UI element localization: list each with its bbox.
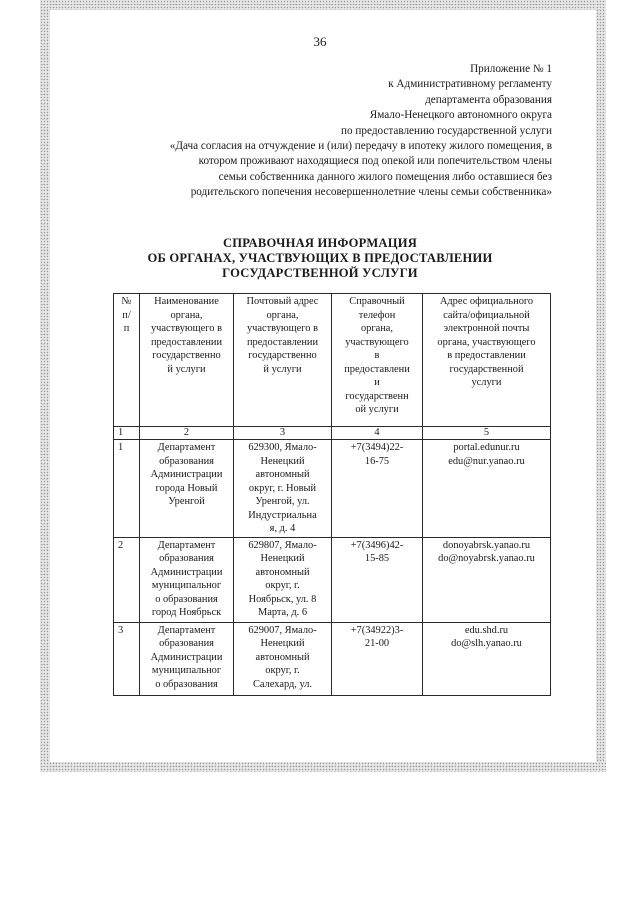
cell-text-line: муниципальног	[151, 665, 222, 676]
table-header-row	[114, 294, 551, 427]
appendix-line: департамента образования	[425, 93, 552, 106]
cell-text-line: органа, участвующего	[437, 336, 536, 348]
cell-text-line: 21-00	[364, 638, 390, 649]
cell-text-line: й услуги	[167, 363, 206, 375]
header-cell-phone	[332, 294, 423, 427]
cell-text-line: услуги	[471, 377, 502, 388]
cell-text-line: государственн	[345, 390, 409, 402]
appendix-line: родительского попечения несовершеннолетние члены семьи собственника»	[190, 186, 552, 199]
cell-text-line: муниципальног	[151, 580, 222, 591]
appendix-line: котором проживают находящиеся под опекой или попечительством члены	[198, 155, 552, 168]
cell-text-line: Ненецкий	[260, 638, 305, 649]
cell-text-line: образования	[159, 455, 214, 467]
cell-text-line: Адрес официального	[439, 296, 534, 307]
cell-text-line: Салехард, ул.	[252, 678, 313, 690]
header-cell-address	[234, 294, 332, 427]
row-number: 2	[114, 537, 140, 622]
cell-text-line: образования	[159, 638, 214, 649]
cell-text-line: государственно	[152, 350, 221, 361]
agency-web	[423, 440, 551, 538]
appendix-block	[82, 62, 552, 201]
cell-text-line: город Ноябрьск	[151, 607, 222, 618]
cell-text-line: органа,	[170, 309, 203, 321]
cell-text-line: Ненецкий	[260, 455, 305, 467]
column-number: 5	[423, 427, 551, 440]
cell-text-line: edu.shd.ru	[464, 624, 509, 636]
appendix-line: «Дача согласия на отчуждение и (или) передачу в ипотеку жилого помещения, в	[169, 140, 552, 153]
scan-border-left	[40, 0, 50, 772]
agency-phone	[332, 537, 423, 622]
appendix-line: семьи собственника данного жилого помещения либо оставшиеся без	[218, 170, 552, 183]
cell-text-line: Департамент	[157, 539, 216, 551]
header-cell-number	[114, 294, 140, 427]
cell-text-line: 16-75	[364, 455, 390, 467]
cell-text-line: органа,	[360, 323, 394, 334]
cell-text-line: государственной	[449, 363, 524, 375]
cell-text-line: +7(34922)3-	[350, 624, 404, 636]
cell-text-line: предоставлении	[150, 336, 223, 348]
agency-phone	[332, 440, 423, 538]
column-number: 3	[234, 427, 332, 440]
page-number: 36	[313, 34, 327, 49]
appendix-line: по предоставлению государственной услуги	[341, 124, 552, 137]
cell-text-line: Уренгой	[168, 496, 205, 507]
cell-text-line: о образования	[155, 593, 218, 605]
cell-text-line: +7(3494)22-	[350, 442, 404, 453]
cell-text-line: в предоставлении	[447, 350, 526, 361]
cell-text-line: Департамент	[157, 442, 216, 453]
cell-text-line: автономный	[255, 566, 310, 578]
cell-text-line: о образования	[155, 678, 218, 690]
cell-text-line: предоставлени	[344, 363, 410, 375]
table-row	[114, 440, 551, 538]
cell-text-line: +7(3496)42-	[350, 539, 404, 551]
agency-name	[140, 622, 234, 695]
column-number: 1	[114, 427, 140, 440]
cell-text-line: округ, г.	[265, 665, 300, 676]
scan-border-right	[596, 0, 606, 772]
cell-text-line: округ, г. Новый	[248, 482, 317, 494]
cell-text-line: portal.edunur.ru	[453, 442, 520, 453]
cell-text-line: Марта, д. 6	[257, 607, 308, 618]
cell-text-line: 15-85	[364, 553, 390, 564]
cell-text-line: 629300, Ямало-	[248, 442, 317, 453]
table-row	[114, 622, 551, 695]
column-number: 4	[332, 427, 423, 440]
cell-text-line: Ноябрьск, ул. 8	[248, 593, 317, 605]
agency-web	[423, 622, 551, 695]
heading-line: ОБ ОРГАНАХ, УЧАСТВУЮЩИХ В ПРЕДОСТАВЛЕНИИ	[147, 251, 493, 265]
cell-text-line: телефон	[358, 309, 396, 321]
agency-web	[423, 537, 551, 622]
cell-text-line: edu@nur.yanao.ru	[448, 455, 525, 467]
cell-text-line: образования	[159, 553, 214, 564]
row-number: 1	[114, 440, 140, 538]
agency-name	[140, 440, 234, 538]
cell-text-line: Ненецкий	[260, 553, 305, 564]
cell-text-line: Администрации	[150, 651, 223, 663]
cell-text-line: предоставлении	[246, 336, 319, 348]
cell-text-line: ой услуги	[355, 404, 399, 415]
cell-text-line: Справочный	[349, 296, 405, 307]
cell-text-line: п/	[122, 309, 131, 321]
agency-name	[140, 537, 234, 622]
cell-text-line: участвующего	[345, 336, 409, 348]
section-heading	[0, 236, 640, 281]
cell-text-line: donoyabrsk.yanao.ru	[442, 539, 531, 551]
cell-text-line: Администрации	[150, 469, 223, 480]
agency-address	[234, 440, 332, 538]
cell-text-line: й услуги	[263, 363, 302, 375]
cell-text-line: сайта/официальной	[443, 309, 530, 321]
cell-text-line: Индустриальна	[248, 509, 317, 521]
cell-text-line: №	[121, 296, 132, 307]
agency-address	[234, 622, 332, 695]
header-cell-name	[140, 294, 234, 427]
heading-line: ГОСУДАРСТВЕННОЙ УСЛУГИ	[222, 266, 418, 280]
cell-text-line: автономный	[255, 651, 310, 663]
table-row	[114, 537, 551, 622]
appendix-title: Приложение № 1	[470, 63, 552, 75]
agencies-table	[113, 293, 551, 696]
scan-border-bottom	[40, 762, 606, 772]
cell-text-line: участвующего в	[150, 323, 222, 334]
cell-text-line: я, д. 4	[269, 523, 296, 534]
cell-text-line: округ, г.	[265, 580, 300, 591]
cell-text-line: 629007, Ямало-	[248, 624, 317, 636]
cell-text-line: электронной почты	[443, 323, 530, 334]
cell-text-line: в	[374, 350, 380, 361]
agency-address	[234, 537, 332, 622]
cell-text-line: Департамент	[157, 624, 216, 636]
column-number: 2	[140, 427, 234, 440]
appendix-line: к Административному регламенту	[388, 78, 552, 91]
cell-text-line: Администрации	[150, 566, 223, 578]
row-number: 3	[114, 622, 140, 695]
cell-text-line: Наименование	[154, 296, 219, 307]
cell-text-line: государственно	[248, 350, 317, 361]
cell-text-line: органа,	[266, 309, 299, 321]
cell-text-line: Почтовый адрес	[246, 296, 319, 307]
scan-border-top	[40, 0, 606, 10]
cell-text-line: города Новый	[155, 482, 218, 494]
heading-line: СПРАВОЧНАЯ ИНФОРМАЦИЯ	[222, 236, 417, 250]
cell-text-line: do@noyabrsk.yanao.ru	[438, 553, 535, 564]
cell-text-line: автономный	[255, 469, 310, 480]
cell-text-line: п	[123, 323, 130, 334]
appendix-line: Ямало-Ненецкого автономного округа	[369, 109, 552, 122]
agency-phone	[332, 622, 423, 695]
cell-text-line: и	[374, 377, 380, 388]
cell-text-line: участвующего в	[246, 323, 318, 334]
header-cell-web	[423, 294, 551, 427]
cell-text-line: do@slh.yanao.ru	[451, 638, 522, 649]
column-numbers-row	[114, 427, 551, 440]
cell-text-line: Уренгой, ул.	[255, 496, 310, 507]
cell-text-line: 629807, Ямало-	[248, 539, 317, 551]
